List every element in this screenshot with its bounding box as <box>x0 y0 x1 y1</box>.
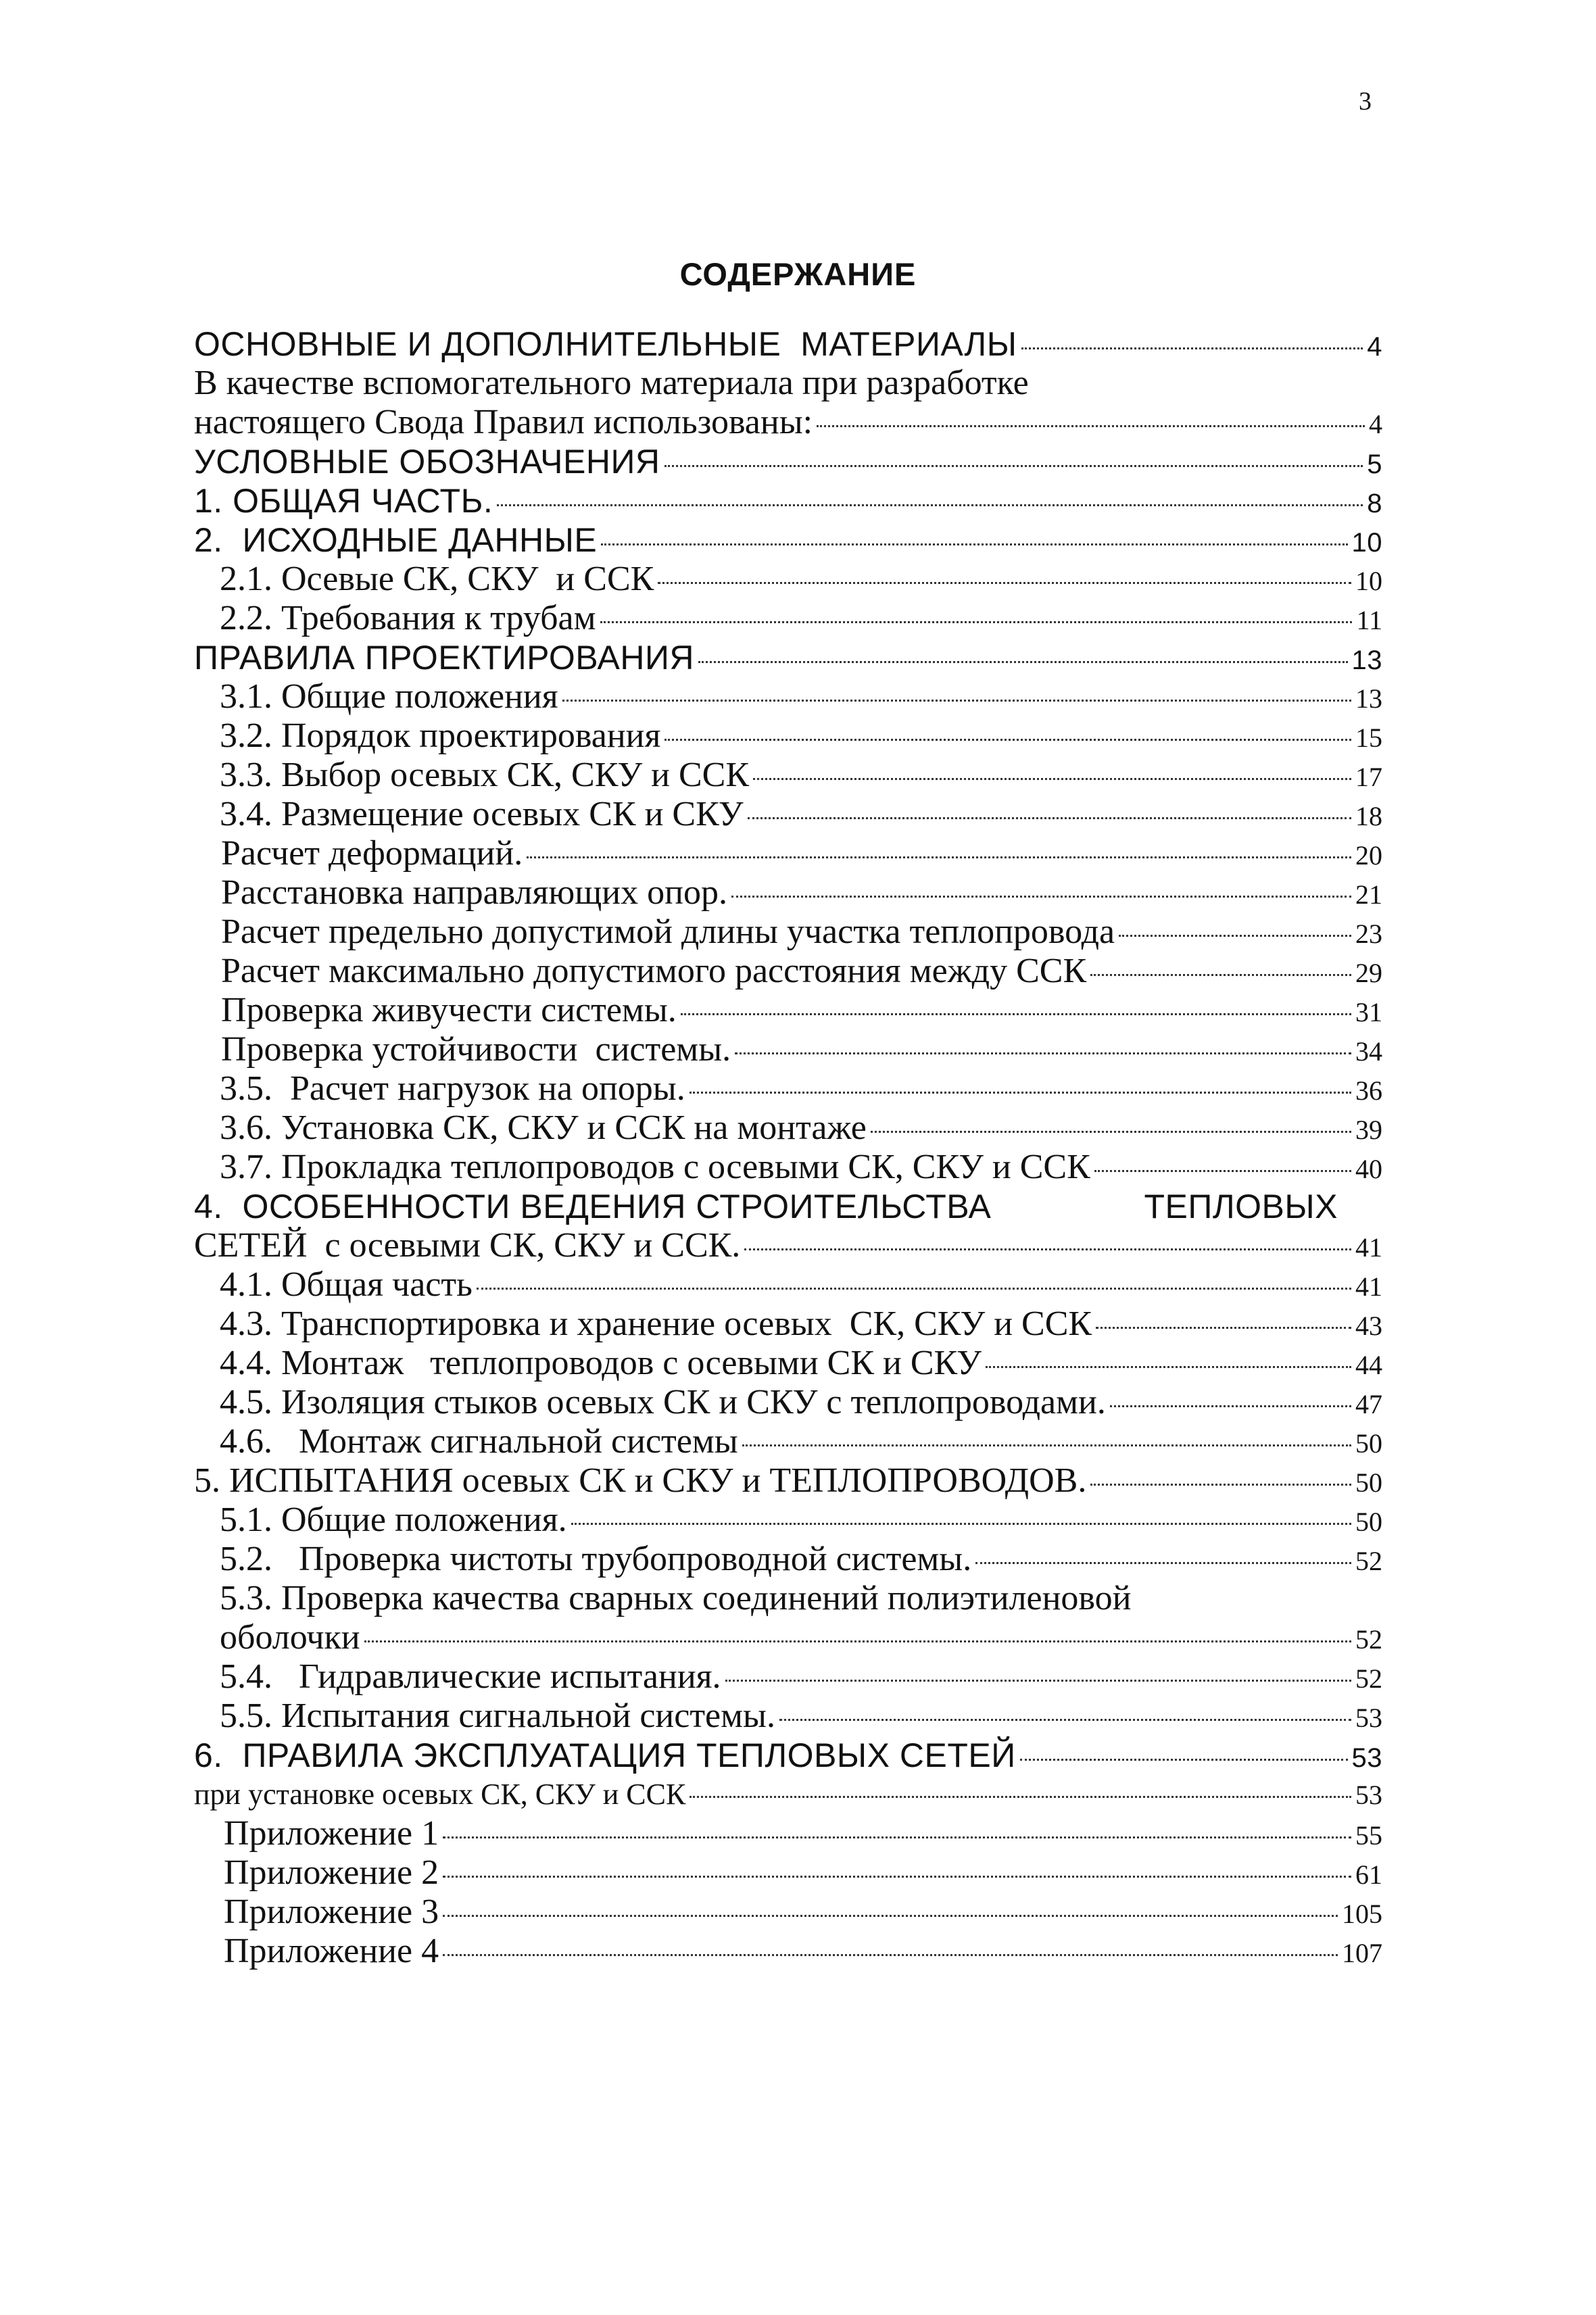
toc-entry-page: 13 <box>1355 683 1382 714</box>
dot-leader <box>497 504 1363 506</box>
dot-leader <box>477 1288 1351 1290</box>
toc-entry-text: Расчет максимально допустимого расстояния между ССК <box>221 952 1087 990</box>
toc-entry[interactable] <box>194 716 1382 756</box>
dot-leader <box>817 425 1365 427</box>
toc-entry-text: 3.6. Установка СК, СКУ и ССК на монтаже <box>220 1108 867 1147</box>
toc-entry[interactable] <box>194 481 1382 520</box>
toc-entry-text: 6. ПРАВИЛА ЭКСПЛУАТАЦИЯ ТЕПЛОВЫХ СЕТЕЙ <box>194 1736 1016 1774</box>
dot-leader <box>1110 1405 1351 1407</box>
toc-entry[interactable] <box>194 599 1382 638</box>
toc-entry-text: 5.4. Гидравлические испытания. <box>220 1657 721 1696</box>
toc-entry-page: 53 <box>1355 1780 1382 1810</box>
toc-entry[interactable] <box>194 1893 1382 1932</box>
toc-entry-page: 29 <box>1355 958 1382 988</box>
toc-entry-text: ТЕПЛОВЫХ <box>1144 1188 1338 1225</box>
toc-entry[interactable] <box>194 1226 1382 1265</box>
dot-leader <box>1090 1484 1351 1486</box>
toc-entry-page: 52 <box>1355 1663 1382 1694</box>
toc-entry-page: 52 <box>1355 1546 1382 1576</box>
toc-entry-text: СЕТЕЙ с осевыми СК, СКУ и ССК. <box>194 1226 741 1265</box>
toc-entry[interactable] <box>194 520 1382 560</box>
dot-leader <box>443 1954 1338 1956</box>
toc-entry-text: Приложение 2 <box>224 1853 439 1892</box>
toc-entry-page: 36 <box>1355 1075 1382 1106</box>
toc-entry-text: оболочки <box>220 1618 360 1657</box>
dot-leader <box>744 1248 1351 1250</box>
dot-leader <box>658 582 1351 584</box>
toc-entry[interactable] <box>194 1422 1382 1461</box>
dot-leader <box>1094 1170 1351 1172</box>
dot-leader <box>690 1796 1351 1798</box>
toc-entry-text: ОСНОВНЫЕ И ДОПОЛНИТЕЛЬНЫЕ МАТЕРИАЛЫ <box>194 325 1017 363</box>
toc-entry-page: 107 <box>1342 1938 1382 1968</box>
toc-entry-text: 4. ОСОБЕННОСТИ ВЕДЕНИЯ СТРОИТЕЛЬСТВА <box>194 1188 992 1225</box>
toc-entry-text: 3.4. Размещение осевых СК и СКУ <box>220 795 744 833</box>
toc-entry-text: 5.5. Испытания сигнальной системы. <box>220 1697 775 1735</box>
dot-leader <box>986 1366 1351 1368</box>
dot-leader <box>731 896 1351 898</box>
toc-entry-page: 13 <box>1351 645 1382 675</box>
toc-entry-page: 61 <box>1355 1859 1382 1890</box>
toc-entry-page: 17 <box>1355 762 1382 792</box>
dot-leader <box>664 465 1363 467</box>
toc-entry-text: 4.6. Монтаж сигнальной системы <box>220 1422 738 1461</box>
table-of-contents <box>194 324 1382 1971</box>
toc-entry-page: 10 <box>1351 528 1382 558</box>
dot-leader <box>690 1092 1351 1094</box>
toc-entry-page: 4 <box>1369 409 1382 439</box>
toc-title: СОДЕРЖАНИЕ <box>679 256 917 292</box>
dot-leader <box>562 700 1351 702</box>
toc-entry-text: настоящего Свода Правил использованы: <box>194 403 813 441</box>
toc-entry-line: В качестве вспомогательного материала при разработке <box>194 364 1029 402</box>
toc-entry-text: 4.4. Монтаж теплопроводов с осевыми СК и СКУ <box>220 1344 982 1382</box>
dot-leader <box>1090 974 1351 976</box>
toc-entry[interactable] <box>194 324 1382 364</box>
dot-leader <box>779 1719 1351 1721</box>
dot-leader <box>698 661 1347 663</box>
toc-entry[interactable] <box>194 1265 1382 1305</box>
dot-leader <box>443 1915 1338 1917</box>
toc-entry[interactable] <box>194 873 1382 912</box>
toc-entry[interactable] <box>194 442 1382 481</box>
toc-entry-page: 5 <box>1367 449 1382 479</box>
toc-entry-text: 4.5. Изоляция стыков осевых СК и СКУ с теплопроводами. <box>220 1383 1106 1421</box>
toc-entry[interactable] <box>194 1775 1382 1814</box>
toc-entry[interactable] <box>194 1657 1382 1697</box>
toc-entry[interactable] <box>194 991 1382 1030</box>
dot-leader <box>742 1444 1351 1446</box>
toc-entry-text: 5. ИСПЫТАНИЯ осевых СК и СКУ и ТЕПЛОПРОВОДОВ. <box>194 1461 1087 1500</box>
toc-entry-page: 11 <box>1356 605 1382 635</box>
toc-entry[interactable] <box>194 756 1382 795</box>
toc-entry-text: ПРАВИЛА ПРОЕКТИРОВАНИЯ <box>194 639 695 677</box>
toc-entry-page: 53 <box>1355 1703 1382 1733</box>
toc-entry-text: Расстановка направляющих опор. <box>221 873 727 912</box>
toc-entry[interactable] <box>194 1853 1382 1893</box>
toc-entry[interactable] <box>194 638 1382 677</box>
toc-entry[interactable] <box>194 1069 1382 1108</box>
toc-entry-page: 31 <box>1355 997 1382 1027</box>
toc-entry-page: 21 <box>1355 879 1382 910</box>
dot-leader <box>975 1562 1351 1564</box>
toc-entry-page: 40 <box>1355 1154 1382 1184</box>
toc-entry[interactable] <box>194 1383 1382 1422</box>
dot-leader <box>753 778 1351 780</box>
dot-leader <box>364 1640 1351 1642</box>
toc-entry[interactable] <box>194 795 1382 834</box>
toc-entry-text: Проверка устойчивости системы. <box>221 1030 731 1069</box>
dot-leader <box>571 1523 1351 1525</box>
toc-entry[interactable] <box>194 1814 1382 1853</box>
toc-entry-text: УСЛОВНЫЕ ОБОЗНАЧЕНИЯ <box>194 443 660 481</box>
toc-entry[interactable] <box>194 1697 1382 1736</box>
toc-entry-text: 2.2. Требования к трубам <box>220 599 596 637</box>
toc-entry-text: 3.1. Общие положения <box>220 677 558 716</box>
toc-entry-page: 43 <box>1355 1311 1382 1341</box>
dot-leader <box>871 1131 1351 1133</box>
toc-entry-text: Расчет деформаций. <box>221 834 523 873</box>
toc-entry-page: 41 <box>1355 1232 1382 1263</box>
toc-entry-page: 39 <box>1355 1115 1382 1145</box>
toc-entry-page: 50 <box>1355 1428 1382 1459</box>
toc-entry-page: 4 <box>1367 332 1382 362</box>
toc-entry[interactable] <box>194 1736 1382 1775</box>
toc-entry-text: 4.3. Транспортировка и хранение осевых СК, СКУ и ССК <box>220 1305 1092 1343</box>
toc-entry[interactable] <box>194 560 1382 599</box>
dot-leader <box>443 1836 1351 1838</box>
toc-entry-page: 50 <box>1355 1507 1382 1537</box>
toc-entry[interactable] <box>194 677 1382 716</box>
toc-entry-page: 23 <box>1355 919 1382 949</box>
toc-entry-text: Проверка живучести системы. <box>221 991 677 1029</box>
dot-leader <box>1096 1327 1351 1329</box>
toc-entry-line: 5.3. Проверка качества сварных соединений полиэтиленовой <box>220 1579 1132 1617</box>
dot-leader <box>664 739 1351 741</box>
toc-entry[interactable] <box>194 1932 1382 1971</box>
toc-entry-page: 41 <box>1355 1271 1382 1302</box>
dot-leader <box>748 817 1351 819</box>
toc-entry[interactable] <box>194 1305 1382 1344</box>
toc-entry-text: 3.2. Порядок проектирования <box>220 716 661 755</box>
toc-entry-page: 15 <box>1355 723 1382 753</box>
toc-entry-line <box>194 1187 1382 1226</box>
toc-entry[interactable] <box>194 1461 1382 1501</box>
dot-leader <box>443 1876 1351 1878</box>
toc-entry-text: 3.5. Расчет нагрузок на опоры. <box>220 1069 685 1108</box>
toc-entry-text: Приложение 4 <box>224 1932 439 1970</box>
toc-entry-page: 47 <box>1355 1389 1382 1419</box>
dot-leader <box>527 856 1351 858</box>
dot-leader <box>735 1052 1351 1054</box>
toc-entry-page: 18 <box>1355 801 1382 831</box>
toc-entry-text: 4.1. Общая часть <box>220 1265 473 1304</box>
toc-entry[interactable] <box>194 1618 1382 1657</box>
toc-entry[interactable] <box>194 952 1382 991</box>
toc-entry-text: 5.1. Общие положения. <box>220 1501 567 1539</box>
dot-leader <box>681 1013 1351 1015</box>
toc-entry[interactable] <box>194 403 1382 442</box>
toc-entry-text: 3.7. Прокладка теплопроводов с осевыми СК, СКУ и ССК <box>220 1148 1090 1186</box>
dot-leader <box>1021 347 1363 349</box>
toc-entry-page: 50 <box>1355 1467 1382 1498</box>
toc-entry-text: 2. ИСХОДНЫЕ ДАННЫЕ <box>194 521 598 559</box>
toc-entry-page: 55 <box>1355 1820 1382 1851</box>
toc-entry[interactable] <box>194 1030 1382 1069</box>
toc-entry-page: 105 <box>1342 1899 1382 1929</box>
toc-entry-page: 44 <box>1355 1350 1382 1380</box>
toc-entry-text: 3.3. Выбор осевых СК, СКУ и ССК <box>220 756 750 794</box>
toc-entry-text: Приложение 3 <box>224 1893 439 1931</box>
toc-entry-page: 8 <box>1367 489 1382 518</box>
toc-entry[interactable] <box>194 1501 1382 1540</box>
toc-entry-page: 34 <box>1355 1036 1382 1067</box>
toc-entry-text: 5.2. Проверка чистоты трубопроводной системы. <box>220 1540 972 1578</box>
toc-entry-text: Расчет предельно допустимой длины участка теплопровода <box>221 912 1115 951</box>
dot-leader <box>1020 1759 1348 1761</box>
toc-entry-text: 1. ОБЩАЯ ЧАСТЬ. <box>194 482 493 520</box>
dot-leader <box>601 543 1347 545</box>
toc-entry[interactable] <box>194 912 1382 952</box>
toc-entry-page: 53 <box>1351 1743 1382 1773</box>
toc-entry-page: 10 <box>1355 566 1382 596</box>
toc-entry[interactable] <box>194 1344 1382 1383</box>
toc-entry[interactable] <box>194 834 1382 873</box>
toc-entry-text: Приложение 1 <box>224 1814 439 1853</box>
toc-entry-text: 2.1. Осевые СК, СКУ и ССК <box>220 560 654 598</box>
dot-leader <box>1119 935 1351 937</box>
toc-entry-page: 52 <box>1355 1624 1382 1655</box>
toc-entry-page: 20 <box>1355 840 1382 871</box>
page-number: 3 <box>1359 87 1372 116</box>
toc-entry[interactable] <box>194 1148 1382 1187</box>
toc-entry-text: при установке осевых СК, СКУ и ССК <box>194 1778 686 1811</box>
dot-leader <box>600 621 1353 623</box>
dot-leader <box>725 1680 1351 1682</box>
toc-entry[interactable] <box>194 1540 1382 1579</box>
toc-entry[interactable] <box>194 1108 1382 1148</box>
